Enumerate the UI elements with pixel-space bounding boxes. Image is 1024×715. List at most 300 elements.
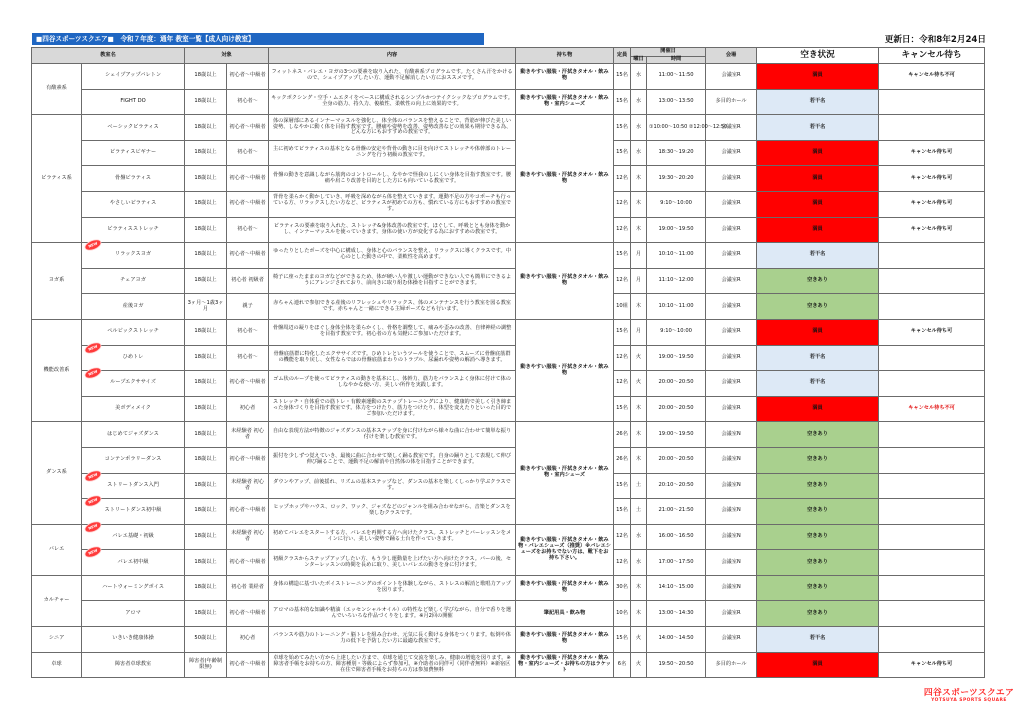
content-cell: 赤ちゃん連れで参加できる産後のリフレッシュやリラックス、体のメンテナンスを行う教室を図る教室です。赤ちゃんと一緒にできる主婦ポーズなども行います。 — [269, 294, 516, 320]
hall-cell: 会議室R — [706, 345, 757, 371]
content-cell: 卓球を始めてみたい方から上達したい方まで、卓球を通じて交流を楽しみ、健康の増進を図ります。※障害者手帳をお持ちの方、障害種別・等級によらず参加可。※介助者の同伴可（同伴者無料）※新宿区在住で障害者手帳をお持ちの方は参加費無料 — [269, 652, 516, 678]
new-badge: NEW — [84, 520, 102, 533]
status-badge: 若干名 — [757, 627, 879, 653]
class-name — [82, 64, 185, 90]
content-cell: 身体の構造に基づいたボイストレーニングのポイントを体験しながら、ストレスの解消と歌唱力アップを図ります。 — [269, 575, 516, 601]
capacity-cell: 26名 — [614, 422, 631, 448]
content-cell: キックボクシング・空手・ムエタイをベースに構成されるシンプルかつテイクシックなプログラムです。全身の筋力、持久力、俊敏性、柔軟性の向上に効果的です。 — [269, 89, 516, 115]
status-badge: 空きあり — [757, 499, 879, 525]
content-cell: 主に初めてピラティスの基本となる骨盤の安定や背骨の動きに目を向けてストレッチや体幹部のトレーニングを行う初級の教室です。 — [269, 140, 516, 166]
hall-cell: 会議室R — [706, 243, 757, 269]
hall-cell: 会議室R — [706, 140, 757, 166]
table-row — [32, 217, 985, 243]
class-name-text: ハートウォーミングボイス — [102, 584, 164, 591]
status-badge: 若干名 — [757, 89, 879, 115]
class-name — [82, 422, 185, 448]
level-cell: 初心者〜 — [227, 89, 269, 115]
class-name — [82, 140, 185, 166]
level-cell: 初心者〜中級者 — [227, 550, 269, 576]
weekday-cell: 木 — [631, 396, 647, 422]
class-name-text: 骨盤ピラティス — [115, 174, 151, 181]
hall-cell: 多目的ホール — [706, 652, 757, 678]
content-cell: 振付を少しずつ覚えていき、最後に曲に合わせて楽しく踊る教室です。自身の踊りとして表現して伸び伸び踊ることで、運動不足の解消や自然体の体を目指すことができます。 — [269, 447, 516, 473]
new-badge: NEW — [84, 341, 102, 354]
new-badge: NEW — [84, 546, 102, 559]
time-cell: 16:00〜16:50 — [647, 524, 706, 550]
time-cell: 17:00〜17:50 — [647, 550, 706, 576]
level-cell: 初心者〜 — [227, 217, 269, 243]
time-cell: 21:00〜21:50 — [647, 499, 706, 525]
hall-cell: 会議室R — [706, 627, 757, 653]
age-cell: 障害者(年齢制限無) — [185, 652, 227, 678]
age-cell: 18歳以上 — [185, 268, 227, 294]
category-cell: シニア — [32, 627, 82, 653]
header-bring: 持ち物 — [516, 48, 614, 64]
status-badge: 空きあり — [757, 550, 879, 576]
age-cell: 18歳以上 — [185, 575, 227, 601]
content-cell: 自由な表現方法が特徴のジャズダンスの基本ステップを身に付けながら様々な曲に合わせて簡単な振り付けを楽しむ教室です。 — [269, 422, 516, 448]
table-row — [32, 268, 985, 294]
content-cell: 体の深層部にあるインナーマッスルを強化し、体全体のバランスを整えることで、背筋が伸びた美しい姿勢、しなやかに動く体を目指す教室です。腰痛や姿勢を改善、姿勢改善などの効果も期待できる為、どんな方にもおすすめの教室です。 — [269, 115, 516, 141]
content-cell: アロマの基本的な知識や精油（エッセンシャルオイル）の特性など楽しく学びながら、自分で香りを選んでいろいろな作品づくりをします。※月2回の開催 — [269, 601, 516, 627]
capacity-cell: 12名 — [614, 550, 631, 576]
age-cell: 50歳以上 — [185, 627, 227, 653]
capacity-cell: 12名 — [614, 371, 631, 397]
status-badge: 空きあり — [757, 575, 879, 601]
level-cell: 初心者〜中級者 — [227, 243, 269, 269]
level-cell: 初心者〜 — [227, 345, 269, 371]
capacity-cell: 10組 — [614, 294, 631, 320]
level-cell: 未経験者 初心者 — [227, 473, 269, 499]
hall-cell: 会議室R — [706, 371, 757, 397]
time-cell: 19:30〜20:20 — [647, 166, 706, 192]
content-cell: 骨盤周辺の凝りをほぐし身体全体を柔らかくし、骨格を調整して、痛みや歪みの改善、自律神経の調整を目指す教室です。初心者の方も気軽にご参加いただけます。 — [269, 319, 516, 345]
time-cell: 14:10〜15:00 — [647, 575, 706, 601]
logo-jp: 四谷スポーツスクエア — [923, 688, 1015, 698]
level-cell: 初心者〜 — [227, 140, 269, 166]
cancel-cell — [879, 371, 985, 397]
status-badge: 若干名 — [757, 115, 879, 141]
header-content: 内容 — [269, 48, 516, 64]
level-cell: 初心者〜中級者 — [227, 64, 269, 90]
status-badge: 満員 — [757, 140, 879, 166]
content-cell: 背骨を柔らかく動かしていき、呼吸を深めながら体を整えていきます。運動不足の方やコポーチも行っている方、リラックスしたい方など、ピラティスが初めての方も、慣れている方にもおすすめの教室です。 — [269, 191, 516, 217]
capacity-cell: 26名 — [614, 447, 631, 473]
class-name — [82, 191, 185, 217]
class-name-text: 美ボディメイク — [115, 405, 151, 412]
table-row — [32, 652, 985, 678]
weekday-cell: 木 — [631, 422, 647, 448]
time-cell: 10:10〜11:00 — [647, 294, 706, 320]
level-cell: 初心者 — [227, 627, 269, 653]
hall-cell: 会議室N — [706, 550, 757, 576]
status-badge: 若干名 — [757, 243, 879, 269]
status-badge: 満員 — [757, 191, 879, 217]
cancel-cell: キャンセル待ち不可 — [879, 64, 985, 90]
schedule-table — [31, 47, 985, 678]
weekday-cell: 水 — [631, 140, 647, 166]
time-cell: 20:10〜20:50 — [647, 473, 706, 499]
time-cell: 19:00〜19:50 — [647, 345, 706, 371]
cancel-cell — [879, 575, 985, 601]
cancel-cell: キャンセル待ち可 — [879, 652, 985, 678]
age-cell: 18歳以上 — [185, 64, 227, 90]
content-cell: バランスや筋力のトレーニング・脳トレを組み合わせ、元気に長く動ける身体をつくります。転倒や体力の低下を予防したい方に最適な教室です。 — [269, 627, 516, 653]
hall-cell: 会議室N — [706, 575, 757, 601]
category-cell: ヨガ系 — [32, 243, 82, 320]
weekday-cell: 月 — [631, 268, 647, 294]
time-cell: 11:10〜12:00 — [647, 268, 706, 294]
capacity-cell: 12名 — [614, 268, 631, 294]
capacity-cell: 15名 — [614, 64, 631, 90]
status-badge: 空きあり — [757, 294, 879, 320]
weekday-cell: 水 — [631, 550, 647, 576]
cancel-cell: キャンセル待ち可 — [879, 319, 985, 345]
class-name-text: バレエ初中級 — [117, 558, 149, 565]
level-cell: 初心者〜中級者 — [227, 191, 269, 217]
category-cell: ダンス系 — [32, 422, 82, 524]
content-cell: フィットネス・バレエ・ヨガの3つの要素を取り入れた、有酸素系プログラムです。たくさん汗をかけるので、シェイプアップしたい方、運動不足解消したい方におススメです。 — [269, 64, 516, 90]
level-cell: 初心者〜中級者 — [227, 652, 269, 678]
weekday-cell: 木 — [631, 601, 647, 627]
new-badge: NEW — [84, 469, 102, 482]
status-badge: 満員 — [757, 652, 879, 678]
class-name — [82, 447, 185, 473]
table-row — [32, 115, 985, 141]
table-row — [32, 319, 985, 345]
weekday-cell: 水 — [631, 89, 647, 115]
class-name — [82, 217, 185, 243]
cancel-cell — [879, 601, 985, 627]
cancel-cell — [879, 499, 985, 525]
status-badge: 空きあり — [757, 447, 879, 473]
class-name-text: シェイプアップバレトン — [104, 72, 162, 79]
page-title: ■四谷スポーツスクエア■ 令和７年度：通年 教室一覧【成人向け教室】 — [32, 33, 484, 45]
hall-cell: 会議室R — [706, 294, 757, 320]
class-name — [82, 396, 185, 422]
time-cell: 20:00〜20:50 — [647, 371, 706, 397]
weekday-cell: 火 — [631, 627, 647, 653]
class-name — [82, 89, 185, 115]
bring-cell: 動きやすい服装・汗拭きタオル・飲み物 — [516, 115, 614, 243]
cancel-cell — [879, 422, 985, 448]
category-cell: 機能改善系 — [32, 319, 82, 421]
cancel-cell: キャンセル待ち不可 — [879, 396, 985, 422]
cancel-cell: キャンセル待ち可 — [879, 191, 985, 217]
table-row — [32, 524, 985, 550]
class-name — [82, 243, 185, 269]
class-name — [82, 627, 185, 653]
time-cell: 19:00〜19:50 — [647, 217, 706, 243]
status-badge: 空きあり — [757, 422, 879, 448]
category-cell: 卓球 — [32, 652, 82, 678]
class-name-text: ストリートダンス入門 — [107, 481, 159, 488]
content-cell: 椅子に座ったままのヨガなどができるため、体が硬い人や激しい運動ができない人でも簡単にできるようにアレンジされており、前向きに取り組む体操を目指すことができます。 — [269, 268, 516, 294]
table-row — [32, 499, 985, 525]
age-cell: 18歳以上 — [185, 345, 227, 371]
age-cell: 18歳以上 — [185, 550, 227, 576]
cancel-cell — [879, 550, 985, 576]
level-cell: 初心者〜中級者 — [227, 499, 269, 525]
capacity-cell: 12名 — [614, 217, 631, 243]
capacity-cell: 15名 — [614, 396, 631, 422]
class-name — [82, 473, 185, 499]
age-cell: 18歳以上 — [185, 140, 227, 166]
bring-cell: 筆記用具・飲み物 — [516, 601, 614, 627]
capacity-cell: 12名 — [614, 166, 631, 192]
status-badge: 空きあり — [757, 601, 879, 627]
class-name-text: リラックスヨガ — [114, 251, 152, 258]
time-cell: 18:30〜19:20 — [647, 140, 706, 166]
capacity-cell: 15名 — [614, 243, 631, 269]
cancel-cell — [879, 243, 985, 269]
class-name — [82, 371, 185, 397]
level-cell: 初心者〜中級者 — [227, 601, 269, 627]
cancel-cell — [879, 627, 985, 653]
class-name-text: ピラティスビギナー — [109, 149, 157, 156]
status-badge: 満員 — [757, 396, 879, 422]
weekday-cell: 木 — [631, 166, 647, 192]
weekday-cell: 土 — [631, 473, 647, 499]
status-badge: 満員 — [757, 166, 879, 192]
capacity-cell: 15名 — [614, 499, 631, 525]
class-name-text: バレエ基礎・初級 — [112, 533, 154, 539]
content-cell: 初級クラスからステップアップしたい方、もう少し運動量を上げたい方へ向けたクラス。バーの後、センターレッスンの時間を長めに取り、美しいバレエの動きを身に付けます。 — [269, 550, 516, 576]
header-category: 教室名 — [32, 48, 185, 64]
status-badge: 空きあり — [757, 473, 879, 499]
level-cell: 親子 — [227, 294, 269, 320]
capacity-cell: 15名 — [614, 627, 631, 653]
age-cell: 18歳以上 — [185, 473, 227, 499]
weekday-cell: 木 — [631, 447, 647, 473]
header-target: 対象 — [185, 48, 269, 64]
age-cell: 18歳以上 — [185, 115, 227, 141]
level-cell: 初心者〜中級者 — [227, 115, 269, 141]
bring-cell: 動きやすい服装・汗拭きタオル・飲み物・室内シューズ — [516, 422, 614, 524]
class-name-text: ペルビックストレッチ — [107, 328, 159, 335]
bring-cell: 動きやすい服装・汗拭きタオル・飲み物・室内シューズ・お持ちの方はラケット — [516, 652, 614, 678]
class-name-text: アロマ — [125, 609, 141, 616]
hall-cell: 会議室R — [706, 601, 757, 627]
class-name-text: ループエクササイズ — [110, 379, 156, 386]
table-row — [32, 601, 985, 627]
header-hall: 会場 — [706, 48, 757, 64]
class-name-text: はじめてジャズダンス — [107, 430, 159, 437]
age-cell: 18歳以上 — [185, 217, 227, 243]
new-badge: NEW — [84, 238, 102, 251]
weekday-cell: 水 — [631, 115, 647, 141]
class-name-text: 産後ヨガ — [122, 302, 144, 309]
hall-cell: 会議室N — [706, 524, 757, 550]
cancel-cell — [879, 115, 985, 141]
class-name — [82, 319, 185, 345]
weekday-cell: 水 — [631, 524, 647, 550]
bring-cell: 動きやすい服装・汗拭きタオル・飲み物・バレエシューズ（推奨）※バレエシューズをお持ちでない方は、靴下をお持ち下さい。 — [516, 524, 614, 575]
capacity-cell: 15名 — [614, 319, 631, 345]
hall-cell: 会議室R — [706, 268, 757, 294]
content-cell: 骨盤の動きを意識しながら筋肉のコントロールし、なやかで怪我のしにくい身体を目指す教室です。腰痛や肩こり改善を目的とした方にも向いている教室です。 — [269, 166, 516, 192]
weekday-cell: 火 — [631, 652, 647, 678]
cancel-cell — [879, 447, 985, 473]
table-row — [32, 627, 985, 653]
capacity-cell: 15名 — [614, 140, 631, 166]
hall-cell: 会議室N — [706, 499, 757, 525]
hall-cell: 会議室R — [706, 319, 757, 345]
header-cancel: キャンセル待ち — [879, 48, 985, 64]
bring-cell: 動きやすい服装・汗拭きタオル・飲み物 — [516, 319, 614, 421]
class-name — [82, 294, 185, 320]
age-cell: 18歳以上 — [185, 396, 227, 422]
table-row — [32, 371, 985, 397]
header-time: 時間 — [647, 57, 706, 64]
content-cell: 初めてバレエをスタートする方、バレエを再開する方へ向けたクラス。ストレッチとバーレッスンをメインに行い、美しい姿勢で踊る土台を作っていきます。 — [269, 524, 516, 550]
age-cell: 18歳以上 — [185, 166, 227, 192]
cancel-cell: キャンセル待ち可 — [879, 166, 985, 192]
category-cell: ピラティス系 — [32, 115, 82, 243]
weekday-cell: 土 — [631, 499, 647, 525]
class-name — [82, 575, 185, 601]
age-cell: 18歳以上 — [185, 422, 227, 448]
table-row — [32, 64, 985, 90]
table-row — [32, 575, 985, 601]
time-cell: 20:00〜20:50 — [647, 447, 706, 473]
category-cell: 有酸素系 — [32, 64, 82, 115]
content-cell: ゆったりとしたポーズを中心に構成し、身体と心のバランスを整え、リラックスに導くクラスです。中心のとした動きの中で、柔軟性を高めます。 — [269, 243, 516, 269]
class-name — [82, 601, 185, 627]
hall-cell: 会議室R — [706, 396, 757, 422]
status-badge: 満員 — [757, 217, 879, 243]
weekday-cell: 木 — [631, 217, 647, 243]
capacity-cell: 6名 — [614, 652, 631, 678]
content-cell: ピラティスの要素を取り入れた、ストレッチ&身体改善の教室です。ほぐして、呼吸ととも身体を動かし、インナーマッスルを使っていきます。身体の使い方が変化する為におすすめの教室です。 — [269, 217, 516, 243]
header-capacity: 定員 — [614, 48, 631, 64]
new-badge: NEW — [84, 366, 102, 379]
hall-cell: 会議室R — [706, 115, 757, 141]
level-cell: 初心者〜中級者 — [227, 447, 269, 473]
class-name — [82, 345, 185, 371]
age-cell: 18歳以上 — [185, 191, 227, 217]
table-row — [32, 422, 985, 448]
content-cell: ストレッチ・自体重での筋トレ・有酸素運動のステップトレーニングにより、健康的で美しく引き締まった身体づくりを目指す教室です。体力をつけたり、筋力をつけたり、体型を変えたりといった目的でご参加いただけます。 — [269, 396, 516, 422]
table-row — [32, 447, 985, 473]
cancel-cell: キャンセル待ち可 — [879, 140, 985, 166]
capacity-cell: 12名 — [614, 524, 631, 550]
weekday-cell: 木 — [631, 191, 647, 217]
time-cell: 11:00〜11:50 — [647, 64, 706, 90]
status-badge: 空きあり — [757, 268, 879, 294]
cancel-cell — [879, 268, 985, 294]
level-cell: 初心者 — [227, 396, 269, 422]
age-cell: 18歳以上 — [185, 89, 227, 115]
status-badge: 満員 — [757, 319, 879, 345]
hall-cell: 会議室N — [706, 473, 757, 499]
logo-en: YOTSUYA SPORTS SQUARE — [931, 698, 1007, 703]
content-cell: ゴム状のループを使ってピラティスの動きを基本にし、体幹力、筋力をバランスよく身体に付けて体のしなやかな使い方、美しい所作を実践します。 — [269, 371, 516, 397]
level-cell: 未経験者 初心者 — [227, 524, 269, 550]
age-cell: 18歳以上 — [185, 499, 227, 525]
age-cell: 18歳以上 — [185, 447, 227, 473]
hall-cell: 会議室R — [706, 191, 757, 217]
time-cell: 14:00〜14:50 — [647, 627, 706, 653]
bring-cell: 動きやすい服装・汗拭きタオル・飲み物・室内シューズ — [516, 89, 614, 115]
class-name-text: FIGHT DO — [120, 97, 146, 104]
weekday-cell: 月 — [631, 319, 647, 345]
class-name-text: ベーシックピラティス — [107, 123, 159, 130]
time-cell: 19:50〜20:50 — [647, 652, 706, 678]
time-cell: 13:00〜14:30 — [647, 601, 706, 627]
time-cell: 9:10〜10:00 — [647, 319, 706, 345]
age-cell: 18歳以上 — [185, 243, 227, 269]
weekday-cell: 火 — [631, 371, 647, 397]
class-name-text: コンテンポラリーダンス — [104, 456, 162, 463]
new-badge: NEW — [84, 494, 102, 507]
table-row — [32, 166, 985, 192]
hall-cell: 会議室R — [706, 217, 757, 243]
status-badge: 空きあり — [757, 524, 879, 550]
class-name-text: ピラティスストレッチ — [107, 225, 159, 232]
class-name — [82, 550, 185, 576]
age-cell: 18歳以上 — [185, 371, 227, 397]
table-row — [32, 473, 985, 499]
weekday-cell: 火 — [631, 345, 647, 371]
content-cell: ヒップホップやハウス、ロック、ワック、ジャズなどのジャンルを組み合わせながら、音楽とダンスを楽しむクラスです。 — [269, 499, 516, 525]
age-cell: 18歳以上 — [185, 601, 227, 627]
age-cell: 3ヶ月〜1歳3ヶ月 — [185, 294, 227, 320]
bring-cell: 動きやすい服装・汗拭きタオル・飲み物 — [516, 575, 614, 601]
bring-cell: 動きやすい服装・汗拭きタオル・飲み物 — [516, 64, 614, 90]
table-row — [32, 396, 985, 422]
capacity-cell: 30名 — [614, 575, 631, 601]
weekday-cell: 月 — [631, 243, 647, 269]
time-cell: 20:00〜20:50 — [647, 396, 706, 422]
class-name — [82, 652, 185, 678]
table-row — [32, 243, 985, 269]
status-badge: 若干名 — [757, 371, 879, 397]
table-row — [32, 140, 985, 166]
time-cell: 13:00〜13:50 — [647, 89, 706, 115]
age-cell: 18歳以上 — [185, 524, 227, 550]
capacity-cell: 15名 — [614, 115, 631, 141]
level-cell: 未経験者 初心者 — [227, 422, 269, 448]
header-status: 空き状況 — [757, 48, 879, 64]
bring-cell: 動きやすい服装・汗拭きタオル・飲み物 — [516, 243, 614, 320]
class-name-text: ストリートダンス初中級 — [104, 507, 162, 514]
status-badge: 満員 — [757, 64, 879, 90]
weekday-cell: 木 — [631, 575, 647, 601]
content-cell: 骨盤底筋群に特化したエクササイズです。ひめトレというツールを使うことで、スムーズに骨盤底筋群の機能を取り戻し、女性ならではの骨盤底筋まわりのトラブル、尿漏れや姿勢の解消へ導きます。 — [269, 345, 516, 371]
hall-cell: 多目的ホール — [706, 89, 757, 115]
time-cell: 9:10〜10:00 — [647, 191, 706, 217]
class-name-text: チェアヨガ — [120, 277, 146, 284]
capacity-cell: 15名 — [614, 89, 631, 115]
cancel-cell — [879, 89, 985, 115]
updated-date: 更新日：令和8年2月24日 — [884, 35, 986, 45]
capacity-cell: 12名 — [614, 191, 631, 217]
hall-cell: 会議室N — [706, 447, 757, 473]
capacity-cell: 12名 — [614, 345, 631, 371]
time-cell: ①10:00〜10:50 ②12:00〜12:50 — [647, 115, 706, 141]
class-name — [82, 115, 185, 141]
age-cell: 18歳以上 — [185, 319, 227, 345]
weekday-cell: 水 — [631, 64, 647, 90]
cancel-cell — [879, 345, 985, 371]
capacity-cell: 15名 — [614, 473, 631, 499]
time-cell: 19:00〜19:50 — [647, 422, 706, 448]
class-name-text: やさしいピラティス — [109, 200, 157, 207]
cancel-cell — [879, 524, 985, 550]
table-row — [32, 191, 985, 217]
weekday-cell: 木 — [631, 294, 647, 320]
